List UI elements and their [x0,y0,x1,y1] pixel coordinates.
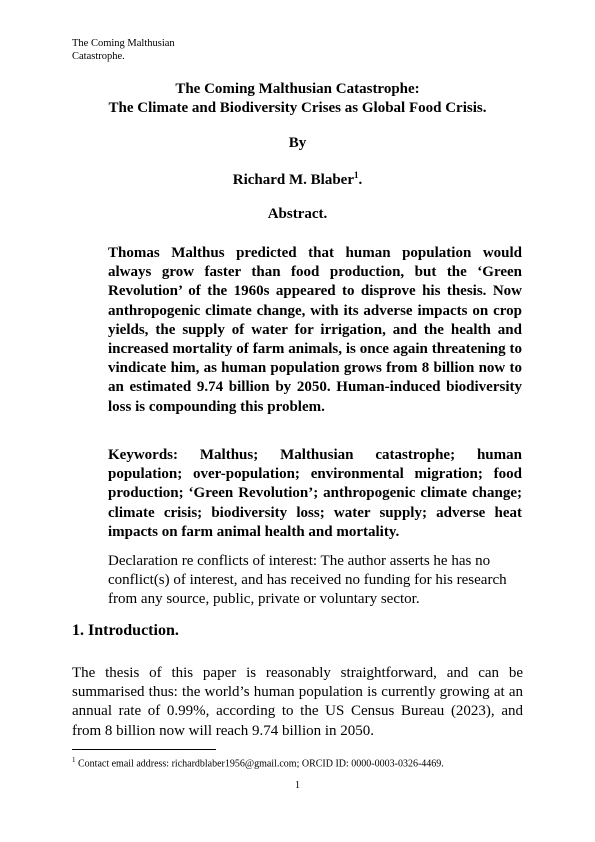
introduction-text: The thesis of this paper is reasonably straightforward, and can be summarised thus: the world’s human population is currently growing at an annual rate of 0.99%, according to the US Census Bureau (2023), and from 8 billion now will reach 9.74 billion in 2050. [72,665,523,739]
abstract-heading: Abstract. [267,206,328,222]
title-line-1: The Coming Malthusian Catastrophe: [175,81,420,97]
author-name: Richard M. Blaber [232,172,354,188]
footnote-divider [72,749,216,750]
footnote-text: Contact email address: richardblaber1956@gmail.com; ORCID ID: 0000-0003-0326-4469. [75,758,444,770]
running-head: The Coming Malthusian Catastrophe. [72,38,175,62]
byline-by: By [288,135,307,151]
section-heading-introduction: 1. Introduction. [72,622,179,639]
title-line-2: The Climate and Biodiversity Crises as Global Food Crisis. [108,100,487,116]
declaration-text: Declaration re conflicts of interest: The author asserts he has no conflict(s) of interest, and has received no funding for his research from any source, public, private or voluntary sector. [108,553,507,608]
abstract-text: Thomas Malthus predicted that human population would always grow faster than food production, but the ‘Green Revolution’ of the 1960s appeared to disprove his thesis. Now anthropogenic climate change, with its adverse impacts on crop yields, the supply of water for irrigation, and the health and increased mortality of farm animals, is once again threatening to vindicate him, as human population grows from 8 billion now to an estimated 9.74 billion by 2050. Human-induced biodiversity loss is compounding this problem. [108,245,522,415]
author-footnote-mark: 1 [354,170,359,180]
paper-title [0,80,595,118]
footnote [72,754,532,770]
author-line [0,170,595,189]
author-suffix: . [358,172,363,188]
keywords-text: Keywords: Malthus; Malthusian catastrophe; human population; over-population; environmental migration; food production; ‘Green Revolution’; anthropogenic climate change; climate crisis; biodiversity loss; water supply; adverse heat impacts on farm animal health and mortality. [108,447,522,540]
footnote-mark: 1 [72,756,76,764]
page-number: 1 [295,780,300,791]
